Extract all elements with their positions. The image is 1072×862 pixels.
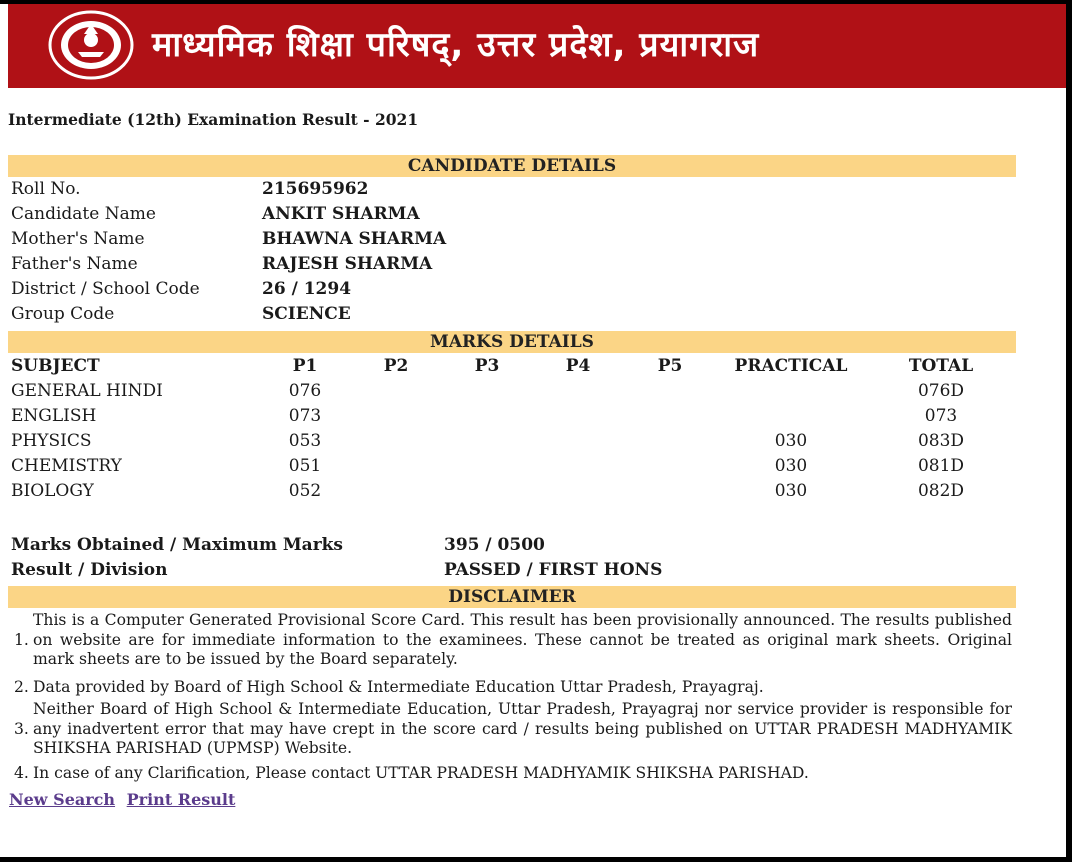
- marks-row: [0, 481, 1066, 506]
- marks-cell-p1: 053: [288, 431, 322, 451]
- marks-cell-practical: 030: [774, 431, 808, 451]
- upmsp-logo: [48, 10, 134, 80]
- marks-cell-subject: ENGLISH: [11, 406, 97, 426]
- marks-cell-practical: 030: [774, 456, 808, 476]
- disclaimer-item: 3. Neither Board of High School & Intermediate Education, Uttar Pradesh, Prayagraj nor service provider is responsible for any inadvertent error that may have crept in the score card / results being published on UTTAR PRADESH MADHYAMIK SHIKSHA PARISHAD (UPMSP) Website.: [14, 700, 1012, 757]
- marks-column-header: TOTAL: [908, 356, 974, 376]
- marks-column-header: P3: [474, 356, 500, 376]
- candidate-field-label: Group Code: [11, 304, 115, 324]
- action-links: [9, 790, 241, 809]
- result-page: [0, 4, 1066, 857]
- marks-cell-p1: 051: [288, 456, 322, 476]
- marks-row: [0, 431, 1066, 456]
- exam-title: Intermediate (12th) Examination Result - 2021: [8, 110, 419, 129]
- marks-row: [0, 406, 1066, 431]
- candidate-field-label: Roll No.: [11, 179, 81, 199]
- marks-cell-p1: 052: [288, 481, 322, 501]
- marks-cell-subject: CHEMISTRY: [11, 456, 122, 476]
- marks-row: [0, 381, 1066, 406]
- candidate-field-row: [0, 279, 1066, 304]
- candidate-field-value: ANKIT SHARMA: [262, 204, 420, 224]
- marks-column-header: P5: [657, 356, 683, 376]
- marks-cell-subject: BIOLOGY: [11, 481, 94, 501]
- marks-column-header: SUBJECT: [11, 356, 100, 376]
- result-label: Result / Division: [11, 560, 168, 580]
- candidate-field-row: [0, 179, 1066, 204]
- marks-cell-p1: 073: [288, 406, 322, 426]
- candidate-details-heading: CANDIDATE DETAILS: [8, 155, 1016, 177]
- marks-cell-subject: GENERAL HINDI: [11, 381, 163, 401]
- print-result-link[interactable]: Print Result: [126, 790, 236, 809]
- candidate-field-row: [0, 254, 1066, 279]
- marks-header-row: [0, 356, 1066, 381]
- disclaimer-item: 2. Data provided by Board of High School & Intermediate Education Uttar Pradesh, Prayagraj.: [14, 678, 764, 696]
- new-search-link[interactable]: New Search: [9, 790, 116, 809]
- disclaimer-item: 4. In case of any Clarification, Please contact UTTAR PRADESH MADHYAMIK SHIKSHA PARISHAD.: [14, 764, 809, 782]
- candidate-field-row: [0, 204, 1066, 229]
- disclaimer-item: 1. This is a Computer Generated Provisional Score Card. This result has been provisionally announced. The results published on website are for immediate information to the examinees. These cannot be treated as original mark sheets. Original mark sheets are to be issued by the Board separately.: [14, 611, 1012, 668]
- marks-column-header: P1: [292, 356, 318, 376]
- candidate-field-value: 26 / 1294: [262, 279, 352, 299]
- marks-cell-total: 083D: [917, 431, 965, 451]
- marks-summary-row: [0, 535, 1066, 560]
- marks-summary-label: Marks Obtained / Maximum Marks: [11, 535, 344, 555]
- candidate-field-row: [0, 304, 1066, 329]
- marks-cell-total: 081D: [917, 456, 965, 476]
- marks-cell-p1: 076: [288, 381, 322, 401]
- candidate-field-row: [0, 229, 1066, 254]
- marks-cell-subject: PHYSICS: [11, 431, 92, 451]
- marks-cell-total: 073: [924, 406, 958, 426]
- marks-column-header: PRACTICAL: [734, 356, 848, 376]
- marks-cell-total: 076D: [917, 381, 965, 401]
- candidate-field-label: Father's Name: [11, 254, 138, 274]
- candidate-field-label: Mother's Name: [11, 229, 145, 249]
- candidate-field-value: BHAWNA SHARMA: [262, 229, 447, 249]
- marks-row: [0, 456, 1066, 481]
- result-value: PASSED / FIRST HONS: [444, 560, 663, 580]
- marks-column-header: P4: [565, 356, 591, 376]
- marks-cell-practical: 030: [774, 481, 808, 501]
- marks-cell-total: 082D: [917, 481, 965, 501]
- header-banner: [8, 4, 1066, 88]
- marks-column-header: P2: [383, 356, 409, 376]
- disclaimer-heading: DISCLAIMER: [8, 586, 1016, 608]
- result-row: [0, 560, 1066, 585]
- candidate-field-value: 215695962: [262, 179, 369, 199]
- candidate-field-value: RAJESH SHARMA: [262, 254, 433, 274]
- board-title: माध्यमिक शिक्षा परिषद्, उत्तर प्रदेश, प्रयागराज: [152, 25, 760, 65]
- candidate-field-value: SCIENCE: [262, 304, 351, 324]
- candidate-field-label: District / School Code: [11, 279, 200, 299]
- candidate-field-label: Candidate Name: [11, 204, 156, 224]
- marks-details-heading: MARKS DETAILS: [8, 331, 1016, 353]
- marks-summary-value: 395 / 0500: [444, 535, 545, 555]
